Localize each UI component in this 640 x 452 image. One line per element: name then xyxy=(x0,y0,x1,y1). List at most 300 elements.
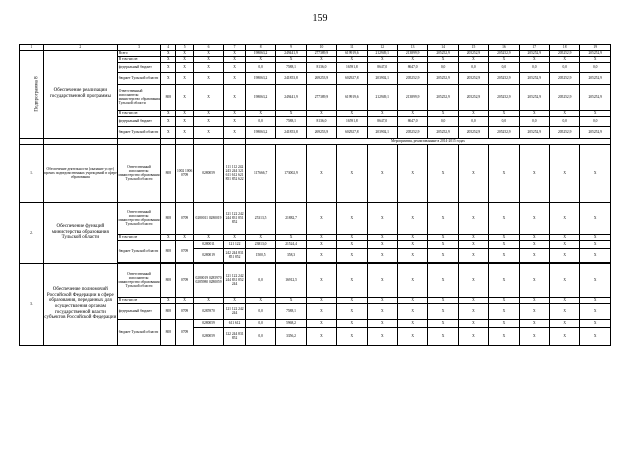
code-cell: 0709 xyxy=(176,202,193,234)
value-cell: 8136,0 xyxy=(306,116,336,126)
value-cell: 0,0 xyxy=(489,116,519,126)
x-cell: X xyxy=(519,303,549,319)
value-cell: X xyxy=(276,56,306,62)
value-cell: 269253,9 xyxy=(306,126,336,138)
subprogram-name: Обеспечение реализации государственной программы xyxy=(43,50,117,138)
value-cell: X xyxy=(458,56,488,62)
x-cell: X xyxy=(489,240,519,248)
x-cell: X xyxy=(519,327,549,345)
measure-number: 3. xyxy=(20,263,44,345)
value-cell: X xyxy=(193,72,223,84)
value-cell: 205252,9 xyxy=(549,126,579,138)
row-label: В том числе: xyxy=(117,56,160,62)
x-cell: X xyxy=(549,319,579,327)
x-cell: X xyxy=(428,297,458,303)
value-cell: X xyxy=(161,62,176,72)
value-cell: 269253,9 xyxy=(306,72,336,84)
row-label: В том числе xyxy=(117,297,160,303)
value-cell: 205252,9 xyxy=(397,126,427,138)
x-cell: X xyxy=(245,234,275,240)
value-cell: 205252,9 xyxy=(580,84,611,110)
value-cell: X xyxy=(161,110,176,116)
value-cell: 249441,9 xyxy=(276,84,306,110)
value-cell: X xyxy=(176,110,193,116)
column-number: 10 xyxy=(306,45,336,51)
value-cell: X xyxy=(519,56,549,62)
x-cell: X xyxy=(489,263,519,297)
table-row xyxy=(20,263,611,297)
value-cell: 16591,8 xyxy=(337,62,367,72)
value-cell: X xyxy=(458,110,488,116)
column-number: 14 xyxy=(428,45,458,51)
value-cell: 198063,2 xyxy=(245,126,275,138)
value-cell: 205252,9 xyxy=(489,126,519,138)
x-cell: X xyxy=(489,327,519,345)
measure-name: Обеспечение функций министерства образования Тульской области xyxy=(43,202,117,263)
x-cell: X xyxy=(549,234,579,240)
x-cell: X xyxy=(367,327,397,345)
value-cell: X xyxy=(245,110,275,116)
x-cell: X xyxy=(428,319,458,327)
code-cell: 242 244 831 851 852 xyxy=(224,248,246,262)
value-cell: 8647,0 xyxy=(397,116,427,126)
value-cell: 203902,1 xyxy=(367,72,397,84)
value-cell: 205252,9 xyxy=(458,72,488,84)
x-cell: X xyxy=(428,202,458,234)
x-cell: X xyxy=(580,240,611,248)
column-number: 2 xyxy=(43,45,117,51)
value-cell: 358,3 xyxy=(276,248,306,262)
code-cell: 0280059 xyxy=(193,319,223,327)
value-cell: X xyxy=(306,110,336,116)
value-cell: 619919,6 xyxy=(337,84,367,110)
value-cell: 205252,9 xyxy=(458,84,488,110)
value-cell: X xyxy=(337,110,367,116)
value-cell: X xyxy=(224,110,246,116)
x-cell: X xyxy=(549,263,579,297)
column-number: 7 xyxy=(224,45,246,51)
x-cell: X xyxy=(397,234,427,240)
x-cell: X xyxy=(367,248,397,262)
x-cell: X xyxy=(519,202,549,234)
x-cell: X xyxy=(580,263,611,297)
value-cell: X xyxy=(176,56,193,62)
value-cell: 0,0 xyxy=(245,303,275,319)
value-cell: X xyxy=(193,110,223,116)
x-cell: X xyxy=(489,202,519,234)
row-label: федеральный бюджет xyxy=(117,62,160,72)
x-cell: X xyxy=(458,297,488,303)
x-cell: X xyxy=(367,202,397,234)
column-number: 16 xyxy=(489,45,519,51)
row-label: бюджет Тульской области xyxy=(117,240,160,262)
x-cell: X xyxy=(458,327,488,345)
x-cell: X xyxy=(458,319,488,327)
value-cell: X xyxy=(224,56,246,62)
value-cell: 205252,9 xyxy=(489,84,519,110)
value-cell: 0,0 xyxy=(245,319,275,327)
value-cell: 277389,9 xyxy=(306,84,336,110)
x-cell: X xyxy=(337,263,367,297)
x-cell: X xyxy=(176,297,193,303)
value-cell: X xyxy=(549,110,579,116)
column-number: 18 xyxy=(549,45,579,51)
value-cell: 0,0 xyxy=(458,116,488,126)
value-cell: X xyxy=(193,50,223,56)
value-cell: 205252,9 xyxy=(519,72,549,84)
code-cell: 808 xyxy=(161,263,176,297)
value-cell: 212949,1 xyxy=(367,50,397,56)
x-cell: X xyxy=(458,263,488,297)
x-cell: X xyxy=(367,303,397,319)
value-cell: 241853,8 xyxy=(276,126,306,138)
value-cell: 173002,9 xyxy=(276,144,306,202)
x-cell: X xyxy=(337,327,367,345)
x-cell: X xyxy=(276,234,306,240)
value-cell: X xyxy=(337,56,367,62)
executor-cell: Ответственный исполнитель: министерство образования Тульской области xyxy=(117,144,160,202)
value-cell: X xyxy=(193,126,223,138)
value-cell: 249441,9 xyxy=(276,50,306,56)
code-cell: 0709 xyxy=(176,303,193,319)
x-cell: X xyxy=(367,297,397,303)
x-cell: X xyxy=(306,319,336,327)
value-cell: 0,0 xyxy=(245,263,275,297)
x-cell: X xyxy=(458,234,488,240)
x-cell: X xyxy=(580,327,611,345)
column-number: 3 xyxy=(117,45,160,51)
x-cell: X xyxy=(337,248,367,262)
x-cell: X xyxy=(428,248,458,262)
row-label: федеральный бюджет xyxy=(117,303,160,319)
value-cell: 7588,1 xyxy=(276,303,306,319)
value-cell: X xyxy=(193,56,223,62)
x-cell: X xyxy=(161,234,176,240)
code-cell: 1002 1006 0709 xyxy=(176,144,193,202)
x-cell: X xyxy=(397,319,427,327)
x-cell: X xyxy=(580,303,611,319)
x-cell: X xyxy=(397,248,427,262)
value-cell: 16912,5 xyxy=(276,263,306,297)
x-cell: X xyxy=(306,144,336,202)
value-cell: 198063,2 xyxy=(245,50,275,56)
value-cell: 7588,1 xyxy=(276,116,306,126)
code-cell: 808 xyxy=(161,303,176,319)
column-number: 8 xyxy=(245,45,275,51)
value-cell: 205252,9 xyxy=(549,50,579,56)
table-row xyxy=(20,202,611,234)
column-number: 12 xyxy=(367,45,397,51)
x-cell: X xyxy=(580,319,611,327)
x-cell: X xyxy=(306,234,336,240)
value-cell: 277389,9 xyxy=(306,50,336,56)
value-cell: 205252,9 xyxy=(428,50,458,56)
column-number: 9 xyxy=(276,45,306,51)
subprogram-label xyxy=(20,50,44,138)
value-cell: 3356,2 xyxy=(276,327,306,345)
value-cell: 8647,0 xyxy=(397,62,427,72)
value-cell: X xyxy=(245,56,275,62)
x-cell: X xyxy=(367,144,397,202)
value-cell: X xyxy=(397,56,427,62)
value-cell: X xyxy=(176,116,193,126)
x-cell: X xyxy=(337,303,367,319)
column-number: 17 xyxy=(519,45,549,51)
x-cell: X xyxy=(519,234,549,240)
value-cell: 117666,7 xyxy=(245,144,275,202)
value-cell: 7588,1 xyxy=(276,62,306,72)
x-cell: X xyxy=(519,319,549,327)
value-cell: 5968,2 xyxy=(276,319,306,327)
x-cell: X xyxy=(580,297,611,303)
value-cell: 203902,1 xyxy=(367,126,397,138)
value-cell: 205252,9 xyxy=(397,72,427,84)
code-cell: 0285970 xyxy=(193,303,223,319)
row-label: В том числе: xyxy=(117,110,160,116)
measure-number: 2. xyxy=(20,202,44,263)
value-cell: 619919,6 xyxy=(337,50,367,56)
x-cell: X xyxy=(367,263,397,297)
x-cell: X xyxy=(489,234,519,240)
value-cell: 808 xyxy=(161,84,176,110)
value-cell: X xyxy=(276,110,306,116)
value-cell: 602927,8 xyxy=(337,126,367,138)
column-number: 4 xyxy=(161,45,176,51)
value-cell: X xyxy=(176,72,193,84)
value-cell: 205252,9 xyxy=(428,72,458,84)
code-cell: 0709 xyxy=(176,263,193,297)
value-cell: 213899,9 xyxy=(397,84,427,110)
value-cell: 205252,9 xyxy=(489,50,519,56)
value-cell: 212949,1 xyxy=(367,84,397,110)
value-cell: 0,0 xyxy=(519,62,549,72)
x-cell: X xyxy=(549,248,579,262)
budget-table xyxy=(19,44,611,346)
x-cell: X xyxy=(580,234,611,240)
x-cell: X xyxy=(397,297,427,303)
column-number: 1 xyxy=(20,45,44,51)
x-cell: X xyxy=(337,319,367,327)
x-cell: X xyxy=(397,144,427,202)
value-cell: X xyxy=(367,110,397,116)
value-cell: X xyxy=(580,56,611,62)
code-cell: 0280019 0285970 0285980 0280059 xyxy=(193,263,223,297)
x-cell: X xyxy=(549,202,579,234)
value-cell: 8647,0 xyxy=(367,62,397,72)
executor-cell: Ответственный исполнитель: министерство образования Тульской области xyxy=(117,263,160,297)
x-cell: X xyxy=(306,297,336,303)
x-cell: X xyxy=(306,327,336,345)
code-cell: 0280011 xyxy=(193,240,223,248)
x-cell: X xyxy=(519,240,549,248)
x-cell: X xyxy=(580,144,611,202)
column-number: 13 xyxy=(397,45,427,51)
code-cell: 808 xyxy=(161,319,176,345)
x-cell: X xyxy=(519,263,549,297)
value-cell: 0,0 xyxy=(549,116,579,126)
x-cell: X xyxy=(337,144,367,202)
code-cell: 0280059 xyxy=(193,144,223,202)
value-cell: X xyxy=(367,56,397,62)
value-cell: 205252,9 xyxy=(580,126,611,138)
column-number: 6 xyxy=(193,45,223,51)
x-cell: X xyxy=(428,144,458,202)
measure-number: 1. xyxy=(20,144,44,202)
vertical-label: Подпрограмма 8 xyxy=(34,76,40,112)
x-cell: X xyxy=(458,202,488,234)
value-cell: 0,0 xyxy=(580,116,611,126)
x-cell: X xyxy=(428,327,458,345)
value-cell: X xyxy=(193,84,223,110)
x-cell: X xyxy=(306,248,336,262)
value-cell: X xyxy=(519,110,549,116)
x-cell: X xyxy=(549,240,579,248)
value-cell: X xyxy=(224,72,246,84)
x-cell: X xyxy=(549,144,579,202)
value-cell: 25313,5 xyxy=(245,202,275,234)
x-cell: X xyxy=(276,297,306,303)
value-cell: 21524,4 xyxy=(276,240,306,248)
x-cell: X xyxy=(428,240,458,248)
code-cell: 0709 xyxy=(176,319,193,345)
x-cell: X xyxy=(337,297,367,303)
page-number: 159 xyxy=(312,13,328,24)
row-label: Всего xyxy=(117,50,160,56)
x-cell: X xyxy=(193,234,223,240)
value-cell: X xyxy=(224,50,246,56)
code-cell: 0280019 xyxy=(193,248,223,262)
x-cell: X xyxy=(519,248,549,262)
value-cell: 205252,9 xyxy=(519,50,549,56)
x-cell: X xyxy=(397,263,427,297)
value-cell: X xyxy=(161,72,176,84)
measure-name: Обеспечение полномочий Российской Федерации в сфере образования, переданных для осуществления органам государственной власти субъектов Российской Федерации xyxy=(43,263,117,345)
code-cell: 611 612 xyxy=(224,319,246,327)
row-label: бюджет Тульской области xyxy=(117,319,160,345)
x-cell: X xyxy=(489,303,519,319)
value-cell: X xyxy=(580,110,611,116)
value-cell: 205252,9 xyxy=(549,72,579,84)
x-cell: X xyxy=(306,202,336,234)
value-cell: 0,0 xyxy=(428,62,458,72)
code-cell: 808 xyxy=(161,202,176,234)
value-cell: X xyxy=(224,116,246,126)
column-number: 19 xyxy=(580,45,611,51)
x-cell: X xyxy=(489,248,519,262)
value-cell: X xyxy=(489,56,519,62)
value-cell: X xyxy=(489,110,519,116)
code-cell: 121 122 242 244 831 852 244 xyxy=(224,263,246,297)
value-cell: 23813,0 xyxy=(245,240,275,248)
value-cell: 205252,9 xyxy=(580,50,611,56)
x-cell: X xyxy=(458,240,488,248)
x-cell: X xyxy=(367,319,397,327)
value-cell: 1500,5 xyxy=(245,248,275,262)
section-title: Мероприятия, реализованные в 2014-2015 годах xyxy=(245,138,610,144)
code-cell: 0709 xyxy=(176,240,193,262)
value-cell: X xyxy=(224,84,246,110)
value-cell: X xyxy=(161,126,176,138)
row-label: бюджет Тульской области xyxy=(117,126,160,138)
value-cell: 213899,9 xyxy=(397,50,427,56)
value-cell: 0,0 xyxy=(519,116,549,126)
x-cell: X xyxy=(458,248,488,262)
x-cell: X xyxy=(224,297,246,303)
measure-name: Обеспечение деятельности (оказание услуг) прочих подведомственных учреждений в сфере образования xyxy=(43,144,117,202)
value-cell: 0,0 xyxy=(489,62,519,72)
row-label: федеральный бюджет xyxy=(117,116,160,126)
code-cell: 0280059 xyxy=(193,327,223,345)
value-cell: 205252,9 xyxy=(428,126,458,138)
code-cell: 808 xyxy=(161,240,176,262)
x-cell: X xyxy=(193,297,223,303)
x-cell: X xyxy=(489,297,519,303)
value-cell: X xyxy=(428,110,458,116)
x-cell: X xyxy=(161,297,176,303)
column-number: 15 xyxy=(458,45,488,51)
row-label: бюджет Тульской области xyxy=(117,72,160,84)
value-cell: 0,0 xyxy=(580,62,611,72)
x-cell: X xyxy=(337,202,367,234)
value-cell: X xyxy=(161,56,176,62)
x-cell: X xyxy=(397,240,427,248)
code-cell: 122 244 831 852 xyxy=(224,327,246,345)
value-cell: 602927,8 xyxy=(337,72,367,84)
x-cell: X xyxy=(337,234,367,240)
x-cell: X xyxy=(519,144,549,202)
x-cell: X xyxy=(224,234,246,240)
value-cell: X xyxy=(224,126,246,138)
value-cell: 205252,9 xyxy=(428,84,458,110)
column-number: 5 xyxy=(176,45,193,51)
x-cell: X xyxy=(176,234,193,240)
code-cell: 0280011 0280019 xyxy=(193,202,223,234)
value-cell: X xyxy=(397,110,427,116)
value-cell: X xyxy=(161,116,176,126)
value-cell: X xyxy=(306,56,336,62)
value-cell: X xyxy=(193,62,223,72)
row-label: В том числе xyxy=(117,234,160,240)
code-cell: 808 xyxy=(161,144,176,202)
value-cell: 0,0 xyxy=(245,62,275,72)
value-cell: X xyxy=(549,56,579,62)
x-cell: X xyxy=(245,297,275,303)
x-cell: X xyxy=(367,240,397,248)
x-cell: X xyxy=(367,234,397,240)
row-label: Ответственный исполнитель: министерство образования Тульской области xyxy=(117,84,160,110)
table-row xyxy=(20,144,611,202)
x-cell: X xyxy=(549,297,579,303)
x-cell: X xyxy=(549,303,579,319)
value-cell: 0,0 xyxy=(245,116,275,126)
column-number: 11 xyxy=(337,45,367,51)
x-cell: X xyxy=(428,263,458,297)
x-cell: X xyxy=(397,327,427,345)
x-cell: X xyxy=(580,248,611,262)
value-cell: 205252,9 xyxy=(580,72,611,84)
code-cell: 121 122 xyxy=(224,240,246,248)
value-cell: X xyxy=(176,126,193,138)
value-cell: X xyxy=(193,116,223,126)
value-cell: 205252,9 xyxy=(458,126,488,138)
x-cell: X xyxy=(489,319,519,327)
x-cell: X xyxy=(549,327,579,345)
x-cell: X xyxy=(428,234,458,240)
x-cell: X xyxy=(337,240,367,248)
value-cell: X xyxy=(428,56,458,62)
value-cell: 205252,9 xyxy=(519,126,549,138)
value-cell: 8136,0 xyxy=(306,62,336,72)
